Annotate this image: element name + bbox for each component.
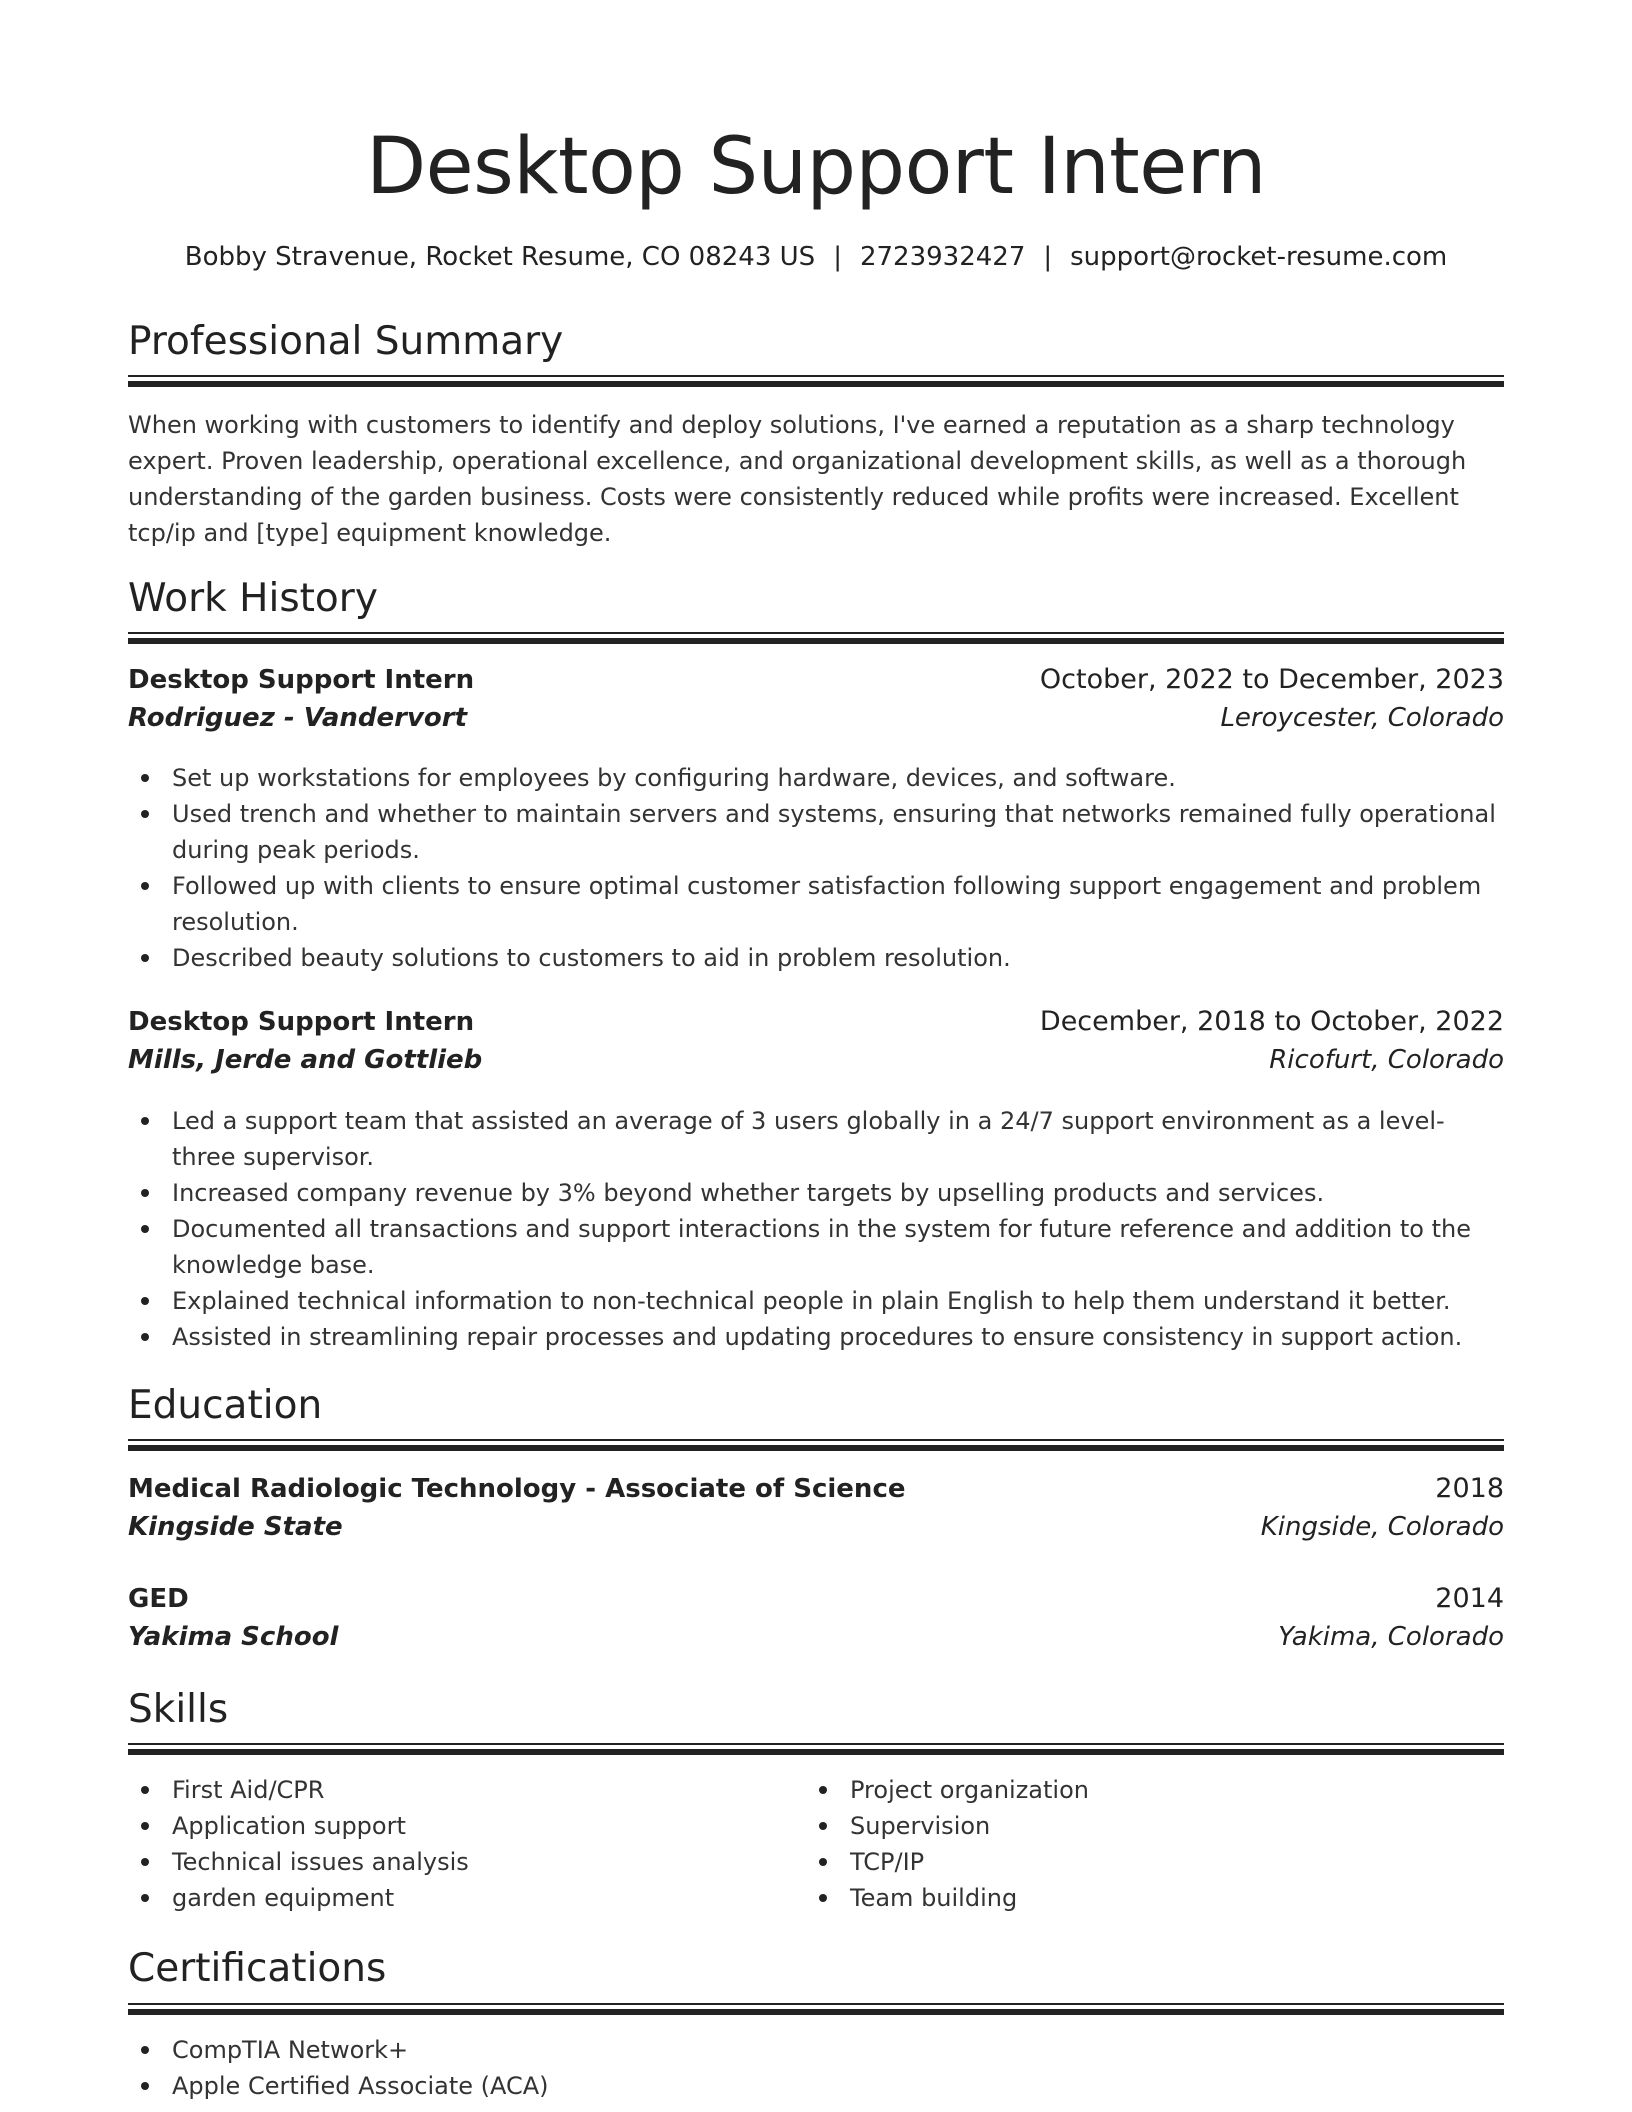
contact-separator: |: [833, 242, 842, 272]
list-item: Described beauty solutions to customers to aid in problem resolution.: [128, 940, 1504, 976]
list-item: Technical issues analysis: [128, 1844, 804, 1880]
list-item: Supervision: [806, 1808, 1482, 1844]
education-location: Kingside, Colorado: [1260, 1512, 1504, 1542]
job-dates: October, 2022 to December, 2023: [1039, 664, 1504, 695]
job-entry: [128, 661, 1504, 737]
education-school: Yakima School: [128, 1622, 339, 1652]
resume-title: Desktop Support Intern: [366, 122, 1266, 212]
list-item: Set up workstations for employees by configuring hardware, devices, and software.: [128, 760, 1504, 796]
section-divider: [128, 1439, 1504, 1451]
list-item: Application support: [128, 1808, 804, 1844]
list-item: Apple Certified Associate (ACA): [128, 2068, 1504, 2104]
contact-phone: 2723932427: [859, 242, 1026, 272]
education-degree: GED: [128, 1584, 189, 1614]
certifications-list: [128, 2032, 1504, 2104]
list-item: garden equipment: [128, 1880, 804, 1916]
section-heading-certifications: Certifications: [128, 1946, 387, 1991]
list-item: Team building: [806, 1880, 1482, 1916]
section-divider: [128, 1743, 1504, 1755]
education-year: 2018: [1435, 1473, 1504, 1504]
list-item: Assisted in streamlining repair processes and updating procedures to ensure consistency in support action.: [128, 1319, 1504, 1355]
job-company: Rodriguez - Vandervort: [128, 703, 468, 733]
contact-email: support@rocket-resume.com: [1070, 242, 1448, 272]
job-location: Leroycester, Colorado: [1220, 703, 1504, 733]
list-item: Explained technical information to non-technical people in plain English to help them understand it better.: [128, 1283, 1504, 1319]
job-entry: [128, 1003, 1504, 1079]
job-bullets: [128, 1103, 1504, 1355]
contact-address: Bobby Stravenue, Rocket Resume, CO 08243 US: [184, 242, 816, 272]
list-item: First Aid/CPR: [128, 1772, 804, 1808]
list-item: CompTIA Network+: [128, 2032, 1504, 2068]
list-item: Led a support team that assisted an average of 3 users globally in a 24/7 support environment as a level-three supervisor.: [128, 1103, 1504, 1175]
section-heading-education: Education: [128, 1383, 323, 1428]
education-school: Kingside State: [128, 1512, 343, 1542]
education-year: 2014: [1435, 1583, 1504, 1614]
job-bullets: [128, 760, 1504, 976]
section-divider: [128, 2003, 1504, 2015]
section-heading-summary: Professional Summary: [128, 319, 564, 364]
skills-list-right: [806, 1772, 1482, 1916]
contact-separator: |: [1043, 242, 1053, 272]
section-heading-work-history: Work History: [128, 576, 378, 621]
job-title: Desktop Support Intern: [128, 665, 475, 695]
job-title: Desktop Support Intern: [128, 1007, 475, 1037]
job-company: Mills, Jerde and Gottlieb: [128, 1045, 483, 1075]
section-heading-skills: Skills: [128, 1687, 229, 1732]
list-item: Used trench and whether to maintain servers and systems, ensuring that networks remained fully operational during peak periods.: [128, 796, 1504, 868]
education-degree: Medical Radiologic Technology - Associate of Science: [128, 1474, 906, 1504]
skills-list-left: [128, 1772, 804, 1916]
education-entry: [128, 1470, 1504, 1546]
education-entry: [128, 1580, 1504, 1656]
contact-line: [128, 237, 1504, 277]
summary-text: When working with customers to identify and deploy solutions, I've earned a reputation as a sharp technology expert. Proven leadership, operational excellence, and organizational development skills, as well as a thorough understanding of the garden business. Costs were consistently reduced while profits were increased. Excellent tcp/ip and [type] equipment knowledge.: [128, 411, 1467, 547]
job-location: Ricofurt, Colorado: [1269, 1045, 1504, 1075]
list-item: Increased company revenue by 3% beyond whether targets by upselling products and services.: [128, 1175, 1504, 1211]
section-divider: [128, 375, 1504, 387]
list-item: Documented all transactions and support interactions in the system for future reference and addition to the knowledge base.: [128, 1211, 1504, 1283]
job-dates: December, 2018 to October, 2022: [1039, 1006, 1504, 1037]
education-location: Yakima, Colorado: [1278, 1622, 1504, 1652]
list-item: Project organization: [806, 1772, 1482, 1808]
list-item: Followed up with clients to ensure optimal customer satisfaction following support engagement and problem resolution.: [128, 868, 1504, 940]
list-item: TCP/IP: [806, 1844, 1482, 1880]
section-divider: [128, 632, 1504, 644]
